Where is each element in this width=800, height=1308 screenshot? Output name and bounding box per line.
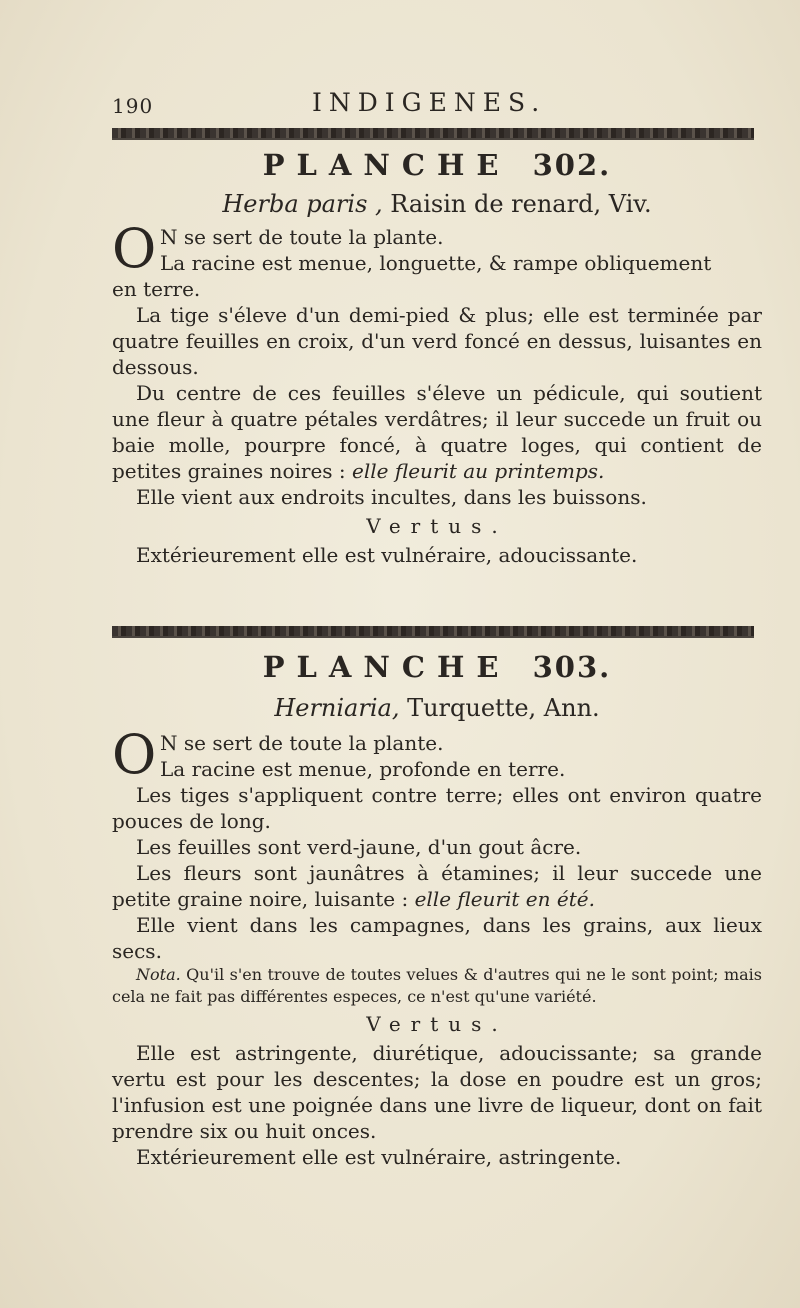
- flowering-note: elle fleurit au printemps.: [352, 459, 605, 483]
- plate-303-number: 303.: [532, 650, 612, 684]
- dropcap: O: [112, 217, 157, 280]
- plate-302-subtitle: [112, 190, 762, 218]
- ornamental-rule: [112, 128, 754, 140]
- plate-303-paragraph-1: [112, 723, 762, 786]
- text-line: N se sert de toute la plante.: [160, 225, 444, 249]
- paragraph-text: Du centre de ces feuilles s'éleve un pédicule, qui soutient une fleur à quatre pétales verdâtres; il leur succede un fruit ou baie molle, pourpre foncé, à quatre loges, qui contient de petites graines noires :: [112, 381, 762, 483]
- plate-303-virtues-text: Elle est astringente, diurétique, adoucissante; sa grande vertu est pour les descentes; la dose en poudre est un gros; l'infusion est une poignée dans une livre de liqueur, dont on fait prendre six ou huit onces.: [112, 1041, 762, 1143]
- plate-303-nota: [112, 964, 762, 1008]
- plate-302-common-name: Raisin de renard, Viv.: [390, 190, 652, 218]
- flowering-note: elle fleurit en été.: [414, 887, 595, 911]
- plate-302-section: [112, 148, 762, 568]
- plate-302-paragraph-2: La tige s'éleve d'un demi-pied & plus; elle est terminée par quatre feuilles en croix, d'un verd foncé en dessus, luisantes en dessous.: [112, 303, 762, 379]
- plate-303-common-name: Turquette, Ann.: [407, 694, 600, 722]
- plate-303-title: [112, 650, 762, 684]
- plate-302-virtues-text: Extérieurement elle est vulnéraire, adoucissante.: [136, 543, 638, 567]
- plate-303-latin-name: Herniaria,: [274, 694, 400, 722]
- plate-302-title-word: PLANCHE: [262, 148, 511, 182]
- running-title: INDIGENES.: [312, 88, 547, 117]
- plate-303-virtues-exterior: Extérieurement elle est vulnéraire, astringente.: [136, 1145, 622, 1169]
- nota-text: Qu'il s'en trouve de toutes velues & d'autres qui ne le sont point; mais cela ne fait pas différentes especes, ce n'est qu'une variété.: [112, 965, 762, 1006]
- plate-302-number: 302.: [532, 148, 612, 182]
- plate-302-virtues-heading: Vertus.: [366, 514, 508, 538]
- plate-303-subtitle: [112, 694, 762, 722]
- plate-302-paragraph-1: [112, 217, 762, 302]
- plate-302-title: [112, 148, 762, 182]
- text-line: La racine est menue, longuette, & rampe obliquement: [160, 251, 712, 275]
- text-line: en terre.: [112, 277, 201, 301]
- paragraph-text: Les fleurs sont jaunâtres à étamines; il leur succede une petite graine noire, luisante :: [112, 861, 762, 911]
- plate-303-paragraph-5: Elle vient dans les campagnes, dans les grains, aux lieux secs.: [112, 913, 762, 963]
- plate-302-paragraph-3: [112, 380, 762, 484]
- plate-303-virtues-heading: Vertus.: [366, 1012, 508, 1036]
- plate-303-paragraph-4: [112, 860, 762, 912]
- text-line: La racine est menue, profonde en terre.: [160, 757, 566, 781]
- running-head: [112, 88, 740, 118]
- text-line: N se sert de toute la plante.: [160, 731, 444, 755]
- dropcap: O: [112, 723, 157, 786]
- plate-303-paragraph-2: Les tiges s'appliquent contre terre; elles ont environ quatre pouces de long.: [112, 783, 762, 833]
- page-number: 190: [112, 94, 154, 118]
- plate-303-paragraph-3: Les feuilles sont verd-jaune, d'un gout âcre.: [136, 835, 582, 859]
- plate-303-title-word: PLANCHE: [262, 650, 511, 684]
- ornamental-rule: [112, 626, 754, 638]
- plate-302-latin-name: Herba paris ,: [222, 190, 383, 218]
- plate-303-section: [112, 650, 762, 1170]
- nota-label: Nota.: [136, 965, 181, 984]
- plate-302-paragraph-4: Elle vient aux endroits incultes, dans les buissons.: [136, 485, 647, 509]
